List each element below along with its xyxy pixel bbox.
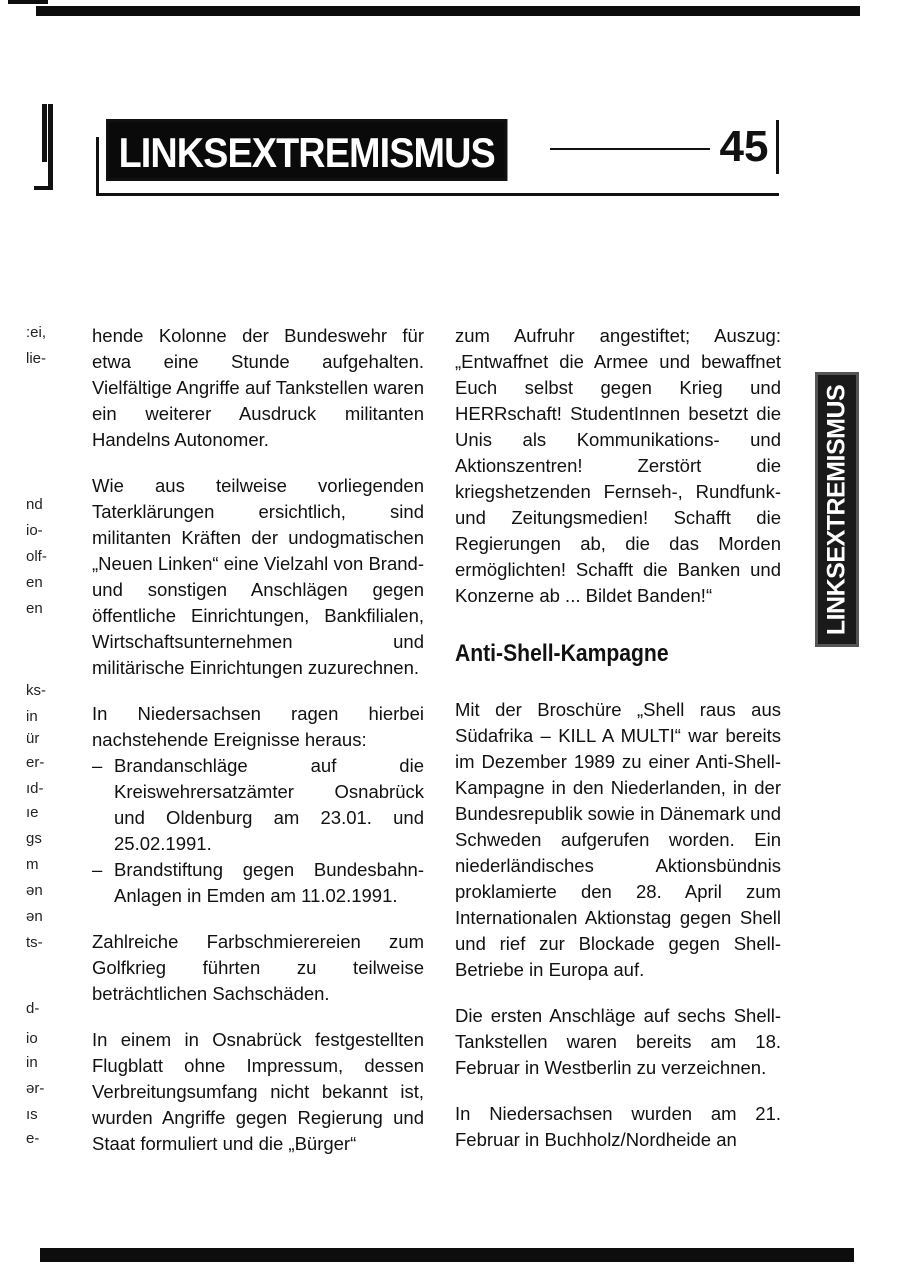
paragraph: Wie aus teilweise vorliegenden Taterklärungen ersichtlich, sind militanten Kräften der undogmatischen „Neuen Linken“ eine Vielzahl von Brand- und sonstigen Anschlägen gegen öffentliche Einrichtungen, Bankfilialen, Wirtschaftsunternehmen und militärische Einrichtungen zuzurechnen. (92, 475, 424, 678)
side-tab-label: LINKSEXTREMISMUS (822, 384, 851, 635)
chapter-side-tab (815, 372, 859, 647)
margin-fragment: e- (26, 1130, 40, 1147)
binding-mark (34, 104, 53, 190)
right-text-column (455, 323, 781, 1173)
margin-fragment: m (26, 856, 39, 873)
margin-fragment: gs (26, 830, 42, 847)
chapter-title: LINKSEXTREMISMUS (106, 119, 507, 181)
top-border-bar (36, 6, 860, 16)
margin-fragment: en (26, 600, 43, 617)
margin-fragment: lie- (26, 350, 47, 367)
margin-fragment: ıe (26, 804, 39, 821)
margin-fragment: :ei, (26, 324, 47, 341)
top-edge-mark (8, 0, 48, 4)
page-number: 45 (712, 120, 779, 174)
paragraph: hende Kolonne der Bundeswehr für etwa eine Stunde aufgehalten. Vielfältige Angriffe auf Tankstellen waren ein weiterer Ausdruck militanten Handelns Autonomer. (92, 325, 424, 450)
section-heading: Anti-Shell-Kampagne (455, 640, 669, 667)
paragraph: In Niedersachsen wurden am 21. Februar in Buchholz/Nordheide an (455, 1103, 781, 1150)
margin-fragment: olf- (26, 548, 47, 565)
list-item: – Brandstiftung gegen Bundesbahn-Anlagen in Emden am 11.02.1991. (92, 857, 424, 909)
margin-fragment: in (26, 708, 38, 725)
margin-fragment: ts- (26, 934, 43, 951)
margin-fragment: ks- (26, 682, 46, 699)
bottom-border-bar (40, 1248, 854, 1262)
left-text-column (92, 323, 424, 1177)
paragraph: Mit der Broschüre „Shell raus aus Südafrika – KILL A MULTI“ war bereits im Dezember 1989 zu einer Anti-Shell-Kampagne in den Niederlanden, in der Bundesrepublik sowie in Dänemark und Schweden aufgerufen worden. Ein niederländisches Aktionsbündnis proklamierte den 28. April zum Internationalen Aktionstag gegen Shell und rief zur Blockade gegen Shell-Betriebe in Europa auf. (455, 699, 781, 980)
margin-fragment: in (26, 1054, 38, 1071)
paragraph: In einem in Osnabrück festgestellten Flugblatt ohne Impressum, dessen Verbreitungsumfang nicht bekannt ist, wurden Angriffe gegen Regierung und Staat formuliert und die „Bürger“ (92, 1029, 424, 1154)
margin-fragment: ür (26, 730, 40, 747)
paragraph: In Niedersachsen ragen hierbei nachstehende Ereignisse heraus: (92, 703, 424, 750)
event-list (92, 753, 424, 909)
margin-fragment: en (26, 574, 43, 591)
margin-fragment: ən (26, 882, 43, 899)
paragraph: zum Aufruhr angestiftet; Auszug: „Entwaffnet die Armee und bewaffnet Euch selbst gegen Krieg und HERRschaft! StudentInnen besetzt die Unis als Kommunikations- und Aktionszentren! Zerstört die kriegshetzenden Fernseh-, Rundfunk- und Zeitungsmedien! Schafft die Regierungen ab, die das Morden ermöglichten! Schafft die Banken und Konzerne ab ... Bildet Banden!“ (455, 325, 781, 606)
margin-fragment: io (26, 1030, 38, 1047)
margin-fragment: io- (26, 522, 43, 539)
paragraph: Zahlreiche Farbschmierereien zum Golfkrieg führten zu teilweise beträchtlichen Sachschäden. (92, 931, 424, 1004)
list-item: – Brandanschläge auf die Kreiswehrersatzämter Osnabrück und Oldenburg am 23.01. und 25.02.1991. (92, 753, 424, 857)
header-rule (550, 148, 710, 150)
paragraph: Die ersten Anschläge auf sechs Shell-Tankstellen waren bereits am 18. Februar in Westberlin zu verzeichnen. (455, 1005, 781, 1078)
margin-fragment: ər- (26, 1080, 45, 1097)
margin-fragment: d- (26, 1000, 40, 1017)
margin-fragment: er- (26, 754, 45, 771)
margin-fragment: ən (26, 908, 43, 925)
margin-fragment: ıd- (26, 780, 44, 797)
margin-fragment: ıs (26, 1106, 38, 1123)
margin-fragment: nd (26, 496, 43, 513)
